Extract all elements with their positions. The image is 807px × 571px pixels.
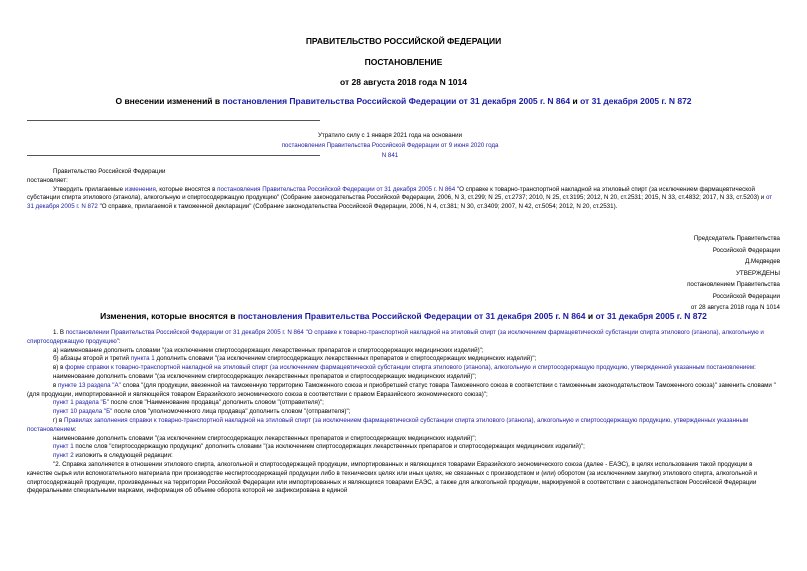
text-run: "О справке к товарно-транспортной накладной на этиловый спирт (за исключением фармацевтической субстанции спирта этилового (этанола), алкогольную и спиртосодержащую продукцию" (Собрание законодательства Российской Федерации, 2006, N 3, ст.299; N 25, ст.2737; 2010, N 25, ст.3195; 2012, N 20, ст.2531; 2015, N 33, ст.4832; 2017, N 33, ст.5203) и <box>27 185 766 202</box>
changes-title-link-864[interactable]: постановления Правительства Российской Федерации от 31 декабря 2005 г. N 864 <box>237 311 586 321</box>
item-v-3 <box>27 399 779 408</box>
item-g-3 <box>27 452 779 461</box>
changes-title-prefix: Изменения, которые вносятся в <box>100 311 238 321</box>
item-1-title-link[interactable]: "О справке к товарно-транспортной накладной на этиловый спирт (за исключением фармацевтической субстанции спирта этилового (этанола), алкогольную и спиртосодержащую продукцию" <box>27 329 764 345</box>
text-run: г) в <box>53 416 65 424</box>
text-run: , которые вносятся в <box>155 185 218 193</box>
text-run: "О справке, прилагаемой к таможенной декларации" (Собрание законодательства Российской Федерации, 2006, N 4, ст.381; N 30, ст.3409; 2007, N 42, ст.5054; 2012, N 20, ст.2531). <box>97 203 618 211</box>
text-run: в) в <box>53 364 66 372</box>
text-run: 1. В <box>53 329 66 336</box>
title-link-864[interactable]: постановления Правительства Российской Федерации от 31 декабря 2005 г. N 864 <box>222 96 571 106</box>
text-run: дополнить словами "(за исключением спиртосодержащих лекарственных препаратов и спиртосодержащих медицинских изделий)"; <box>154 355 537 363</box>
item-a: а) наименование дополнить словами "(за исключением спиртосодержащих лекарственных препаратов и спиртосодержащих медицинских изделий)"; <box>53 346 484 354</box>
divider-bottom <box>27 155 320 156</box>
approved-by: постановлением Правительства <box>687 281 780 288</box>
government-heading: ПРАВИТЕЛЬСТВО РОССИЙСКОЙ ФЕДЕРАЦИИ <box>305 36 502 46</box>
item-v-2 <box>27 382 779 400</box>
text-run: : <box>754 364 756 372</box>
text-run: после слов "Наименование продавца" дополнить словом "(отправителя)"; <box>108 399 324 407</box>
text-run: слова "(для продукции, ввезенной на таможенную территорию Таможенного союза и приобретшей статус товара Таможенного союза в соответствии с таможенным законодательством Таможенного союза)" заменить словами "(для продукции, импортированной и являющейся товаром Евразийского экономического союза в соответствии с правом Евразийского экономического союза)"; <box>27 381 776 398</box>
item-g-3-link[interactable]: пункт 2 <box>53 452 74 460</box>
preamble-resolves: постановляет: <box>27 176 68 184</box>
status-note <box>280 131 500 161</box>
item-b <box>27 355 779 364</box>
title-link-872[interactable]: от 31 декабря 2005 г. N 872 <box>580 96 692 106</box>
item-1 <box>27 329 779 347</box>
document-date-number: от 28 августа 2018 года N 1014 <box>340 77 467 87</box>
changes-title-mid: и <box>585 311 596 321</box>
signature-position: Председатель Правительства <box>693 235 780 242</box>
changes-link[interactable]: изменения <box>124 185 156 193</box>
text-run: б) абзацы второй и третий <box>53 355 131 363</box>
text-run: после слов "спиртосодержащую продукцию" дополнить словами "(за исключением спиртосодержащих лекарственных препаратов и спиртосодержащих медицинских изделий)"; <box>73 443 585 451</box>
signature-block <box>687 233 780 314</box>
document-title <box>0 96 807 106</box>
item-v-2-link[interactable]: пункте 13 раздела "А" <box>58 381 121 389</box>
item-v-1: наименование дополнить словами "(за исключением спиртосодержащих лекарственных препаратов и спиртосодержащих медицинских изделий)"; <box>53 372 477 380</box>
item-v-link[interactable]: форме справки к товарно-транспортной накладной на этиловый спирт (за исключением фармацевтической субстанции спирта этилового (этанола), алкогольную и спиртосодержащую продукцию, утвержденной указанным постановлением <box>65 364 755 372</box>
item-g <box>27 417 779 435</box>
item-1-link[interactable]: постановлении Правительства Российской Федерации от 31 декабря 2005 г. N 864 <box>65 329 304 336</box>
text-run: : <box>74 425 77 433</box>
item-v-4 <box>27 408 779 417</box>
approved-date: от 28 августа 2018 года N 1014 <box>690 304 780 311</box>
status-note-link[interactable]: постановления Правительства Российской Федерации от 9 июня 2020 года N 841 <box>281 142 499 159</box>
divider-top <box>27 120 320 121</box>
text-run: Утвердить прилагаемые <box>53 185 125 193</box>
item-v-4-link[interactable]: пункт 10 раздела "Б" <box>53 408 113 416</box>
item-g-1: наименование дополнить словами "(за исключением спиртосодержащих лекарственных препаратов и спиртосодержащих медицинских изделий)"; <box>53 434 477 442</box>
document-type: ПОСТАНОВЛЕНИЕ <box>364 57 443 67</box>
item-v <box>27 364 779 373</box>
text-run: после слов "уполномоченного лица продавца" дополнить словом "(отправителя)"; <box>112 408 351 416</box>
quoted-paragraph: "2. Справка заполняется в отношении этилового спирта, алкогольной и спиртосодержащей продукции, импортированных и являющихся товарами Евразийского экономического союза (далее - ЕАЭС), в целях использования такой продукции в качестве сырья или вспомогательного материала при производстве неспиртосодержащей продукции либо в технических целях или иных целях, не связанных с производством и (или) оборотом (за исключением закупки) этилового спирта, алкогольной и спиртосодержащей продукции, произведенных на территории Российской Федерации или импортированных и являющихся товарами ЕАЭС, а также для алкогольной продукции, маркируемой в соответствии с законодательством Российской Федерации федеральными специальными марками, информация об объеме оборота которой не зафиксирована в единой <box>27 460 758 495</box>
resolution-864-link[interactable]: постановления Правительства Российской Федерации от 31 декабря 2005 г. N 864 <box>217 185 456 193</box>
item-g-2-link[interactable]: пункт 1 <box>53 443 74 451</box>
item-b-link[interactable]: пункта 1 <box>130 355 155 363</box>
preamble-gov: Правительство Российской Федерации <box>53 168 166 175</box>
text-run: : <box>118 337 121 345</box>
status-note-text: Утратило силу с 1 января 2021 года на основании <box>317 132 463 139</box>
resolution-872-link[interactable]: от 31 декабря 2005 г. N 872 <box>27 194 773 211</box>
item-g-2 <box>27 443 779 452</box>
text-run: изложить в следующей редакции: <box>73 452 173 460</box>
text-run: в <box>53 381 59 389</box>
preamble <box>27 168 779 212</box>
title-prefix: О внесении изменений в <box>115 96 223 106</box>
resolution-paragraph <box>27 186 779 212</box>
approved-country: Российской Федерации <box>712 292 780 300</box>
changes-body <box>27 329 779 496</box>
signature-name: Д.Медведев <box>745 258 780 265</box>
changes-title-link-872[interactable]: от 31 декабря 2005 г. N 872 <box>595 311 707 321</box>
item-g-link[interactable]: Правилах заполнения справки к товарно-транспортной накладной на этиловый спирт (за исключением фармацевтической субстанции спирта этилового (этанола), алкогольную и спиртосодержащую продукцию, утвержденных указанным постановлением <box>27 416 749 433</box>
approved-label: УТВЕРЖДЕНЫ <box>736 269 780 277</box>
item-v-3-link[interactable]: пункт 1 раздела "Б" <box>53 399 109 407</box>
changes-title <box>0 311 807 321</box>
signature-country: Российской Федерации <box>712 246 780 254</box>
title-mid: и <box>570 96 581 106</box>
